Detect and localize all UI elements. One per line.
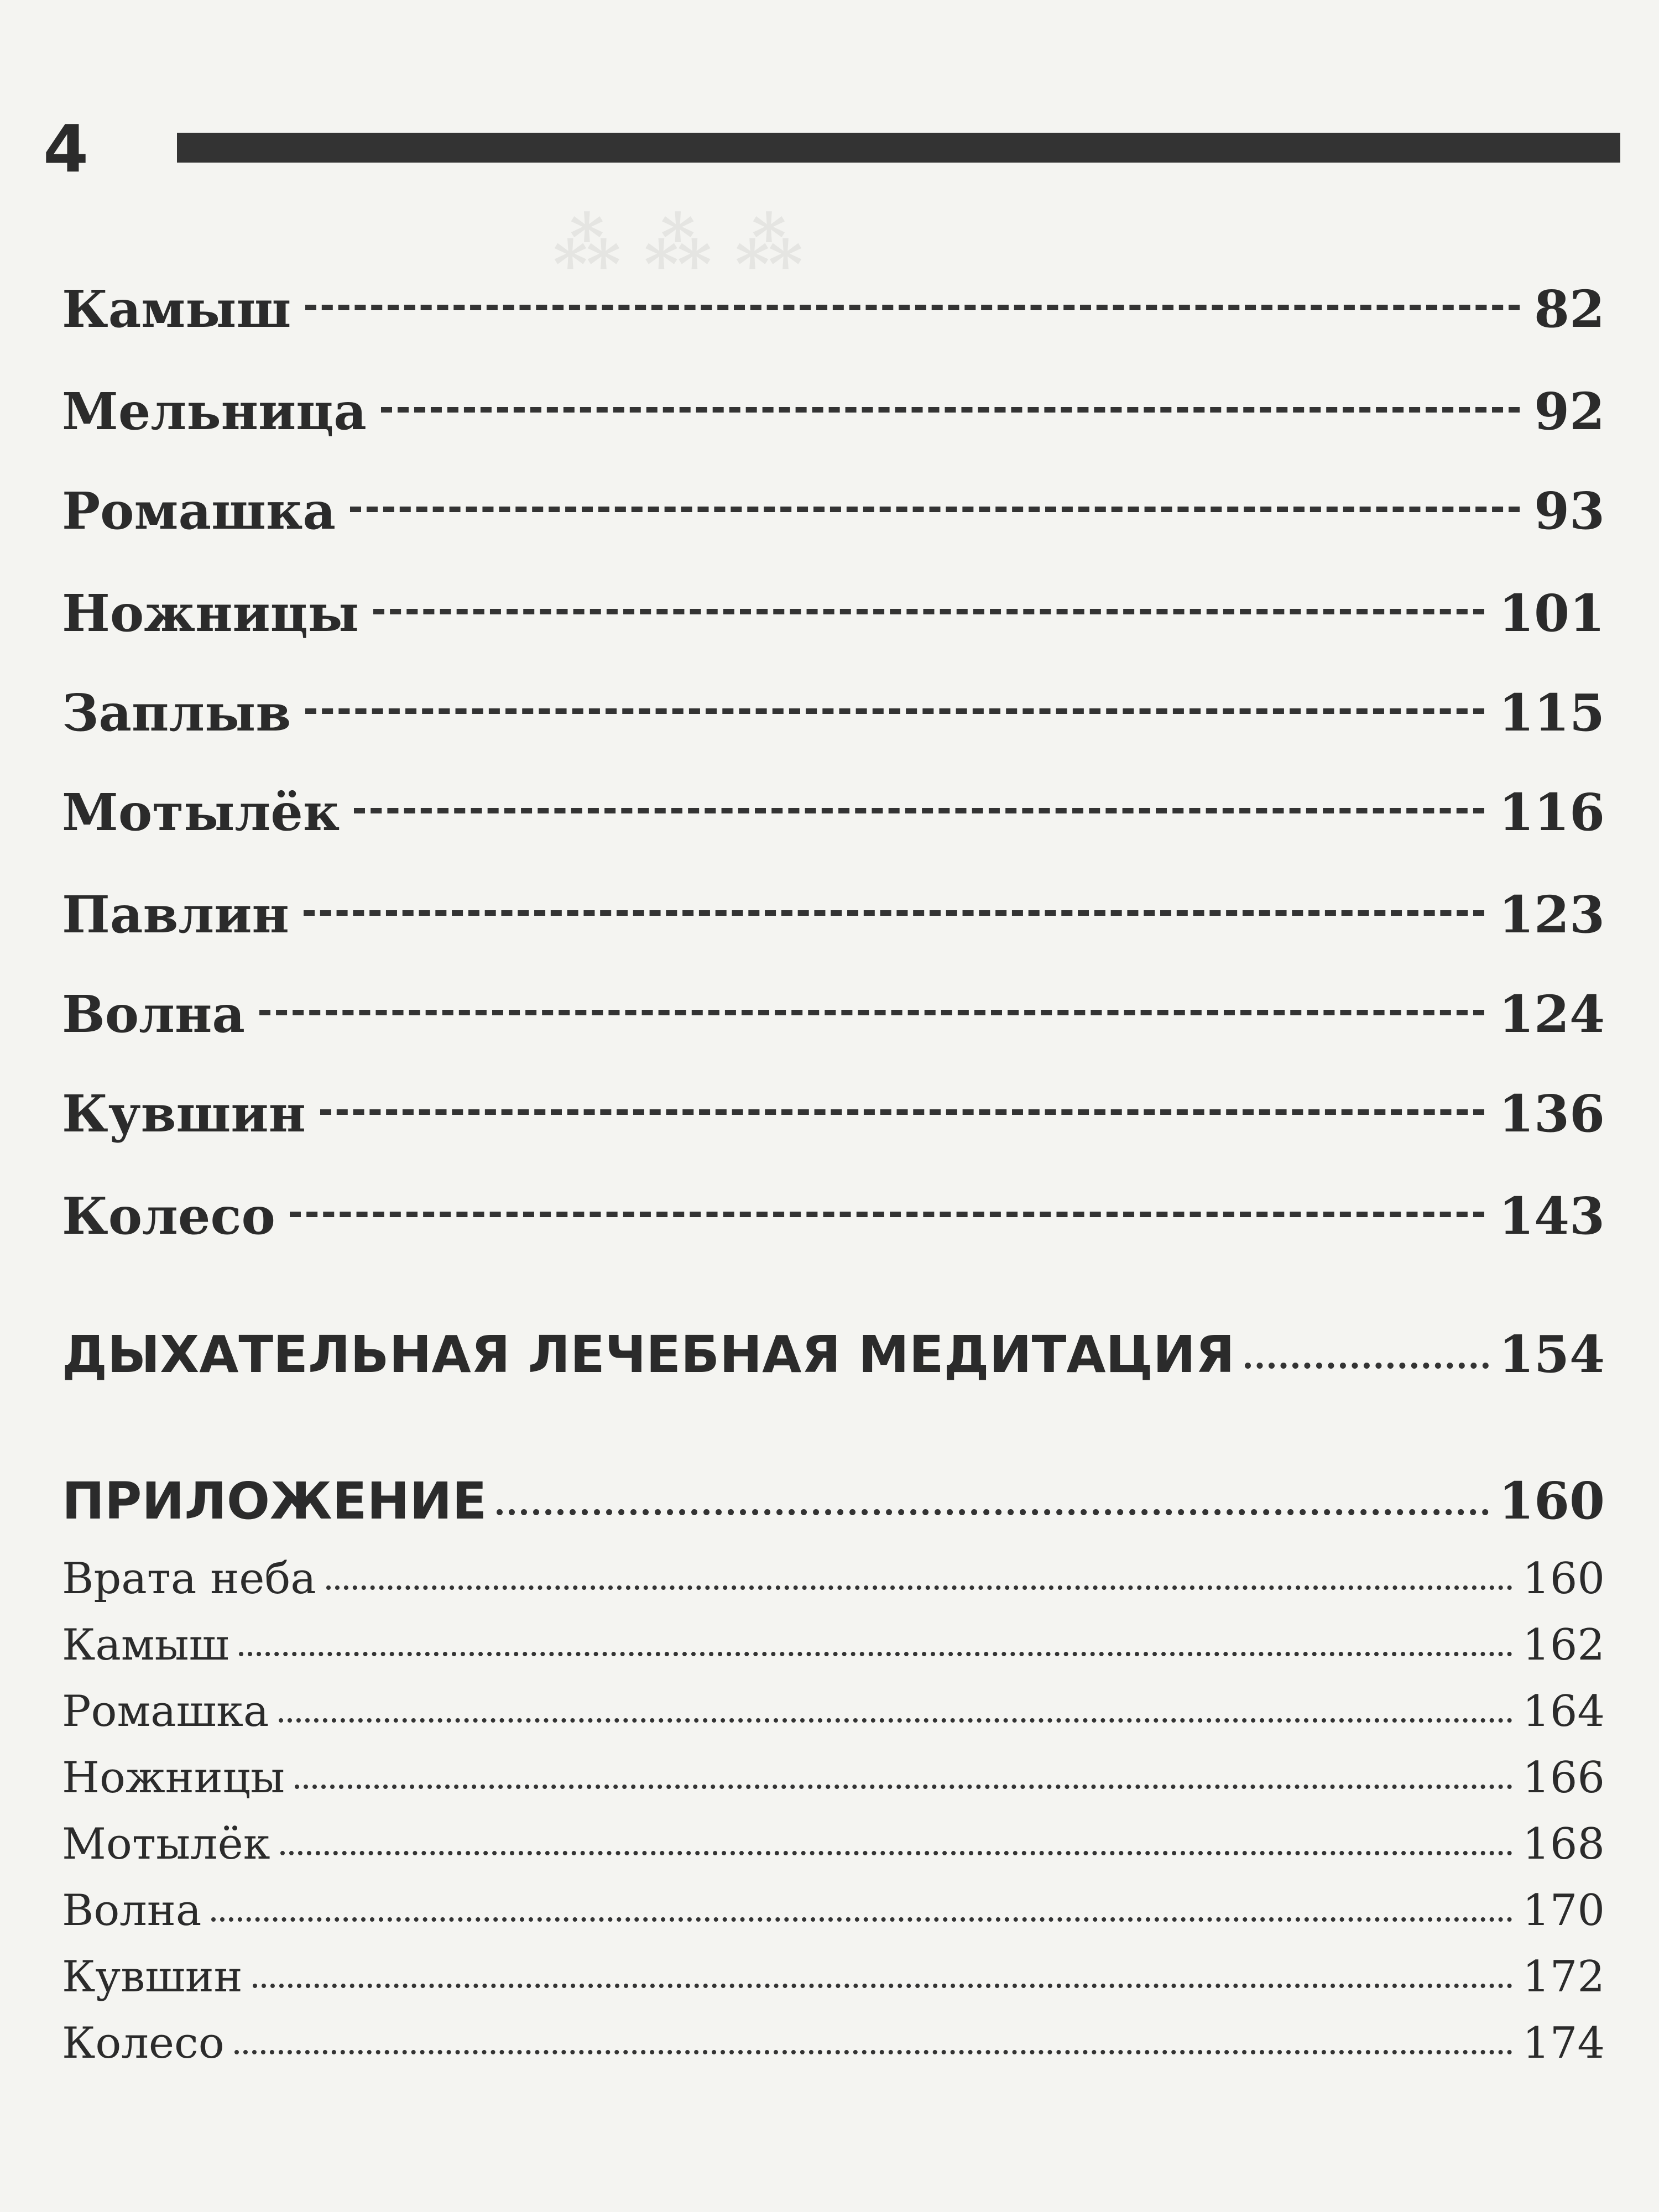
toc-entry-page: 93 — [1533, 481, 1605, 541]
toc-entry-title: Камыш — [62, 279, 291, 339]
toc-subentry-page: 172 — [1522, 1952, 1605, 2002]
dot-leader — [239, 1652, 1512, 1656]
toc-entry[interactable] — [62, 782, 1605, 854]
toc-entry-title: Ромашка — [62, 481, 336, 541]
dot-leader — [326, 1585, 1512, 1590]
toc-subentry-title: Ножницы — [62, 1753, 285, 1803]
dot-leader — [279, 1718, 1512, 1723]
toc-entry[interactable] — [62, 885, 1605, 957]
toc-subentry-title: Колесо — [62, 2018, 225, 2068]
toc-entry-page: 115 — [1498, 683, 1605, 743]
dash-leader — [304, 910, 1484, 916]
dash-leader — [320, 1109, 1484, 1115]
toc-entry-page: 101 — [1498, 583, 1605, 643]
toc-entry-title: Павлин — [62, 885, 289, 945]
toc-entry[interactable] — [62, 1084, 1605, 1156]
dash-leader — [373, 609, 1484, 614]
toc-subentry-page: 162 — [1522, 1620, 1605, 1670]
toc-entry-page: 92 — [1533, 382, 1605, 441]
dot-leader — [497, 1509, 1489, 1515]
toc-section-appendix[interactable] — [62, 1471, 1605, 1543]
toc-subentry-page: 170 — [1522, 1886, 1605, 1936]
toc-entry[interactable] — [62, 382, 1605, 453]
dash-leader — [259, 1010, 1484, 1015]
toc-subentry[interactable] — [62, 1554, 1605, 1615]
toc-subentry[interactable] — [62, 2018, 1605, 2079]
dot-leader — [211, 1917, 1512, 1922]
toc-entry-title: Мельница — [62, 382, 367, 441]
toc-subentry-title: Ромашка — [62, 1687, 269, 1736]
toc-entry-page: 143 — [1498, 1186, 1605, 1246]
header-rule — [177, 133, 1620, 163]
toc-section-title: ДЫХАТЕЛЬНАЯ ЛЕЧЕБНАЯ МЕДИТАЦИЯ — [62, 1325, 1235, 1384]
toc-subentry[interactable] — [62, 1620, 1605, 1681]
toc-entry-title: Колесо — [62, 1186, 275, 1246]
toc-subentry-title: Врата неба — [62, 1554, 316, 1604]
toc-subentry-title: Камыш — [62, 1620, 229, 1670]
bleed-through-texture: ⁂ ⁂ ⁂ — [553, 205, 803, 283]
toc-subentry-title: Мотылёк — [62, 1819, 270, 1869]
toc-subentry-page: 164 — [1522, 1687, 1605, 1736]
toc-section-page: 154 — [1498, 1324, 1605, 1384]
toc-entry[interactable] — [62, 279, 1605, 351]
toc-entry-page: 123 — [1498, 885, 1605, 945]
toc-entry[interactable] — [62, 984, 1605, 1056]
toc-section-page: 160 — [1498, 1471, 1605, 1531]
toc-subentry-page: 174 — [1522, 2018, 1605, 2068]
toc-entry[interactable] — [62, 1186, 1605, 1258]
dash-leader — [350, 507, 1520, 512]
toc-subentry[interactable] — [62, 1886, 1605, 1947]
dot-leader — [1245, 1363, 1489, 1369]
toc-subentry-page: 166 — [1522, 1753, 1605, 1803]
toc-subentry[interactable] — [62, 1687, 1605, 1747]
toc-subentry[interactable] — [62, 1819, 1605, 1880]
dash-leader — [381, 407, 1520, 413]
toc-entry-title: Заплыв — [62, 683, 291, 743]
toc-subentry-page: 160 — [1522, 1554, 1605, 1604]
toc-subentry-page: 168 — [1522, 1819, 1605, 1869]
dash-leader — [290, 1212, 1484, 1217]
toc-section-breathing[interactable] — [62, 1324, 1605, 1396]
dot-leader — [253, 1984, 1512, 1988]
toc-entry-page: 116 — [1498, 782, 1605, 842]
toc-subentry[interactable] — [62, 1753, 1605, 1814]
toc-entry-page: 82 — [1533, 279, 1605, 339]
toc-entry-title: Мотылёк — [62, 782, 340, 842]
toc-entry-title: Кувшин — [62, 1084, 306, 1144]
toc-entry[interactable] — [62, 683, 1605, 755]
toc-section-title: ПРИЛОЖЕНИЕ — [62, 1472, 487, 1531]
toc-subentry-title: Волна — [62, 1886, 202, 1936]
toc-entry-title: Волна — [62, 984, 245, 1044]
toc-entry-page: 124 — [1498, 984, 1605, 1044]
page-number: 4 — [43, 111, 89, 187]
dash-leader — [354, 808, 1484, 813]
toc-entry[interactable] — [62, 583, 1605, 655]
dash-leader — [305, 305, 1520, 310]
toc-entry-page: 136 — [1498, 1084, 1605, 1144]
toc-entry-title: Ножницы — [62, 583, 359, 643]
dot-leader — [280, 1851, 1513, 1855]
toc-subentry[interactable] — [62, 1952, 1605, 2013]
toc-entry[interactable] — [62, 481, 1605, 553]
dot-leader — [234, 2050, 1512, 2054]
dot-leader — [295, 1785, 1512, 1789]
toc-subentry-title: Кувшин — [62, 1952, 243, 2002]
dash-leader — [305, 708, 1484, 714]
